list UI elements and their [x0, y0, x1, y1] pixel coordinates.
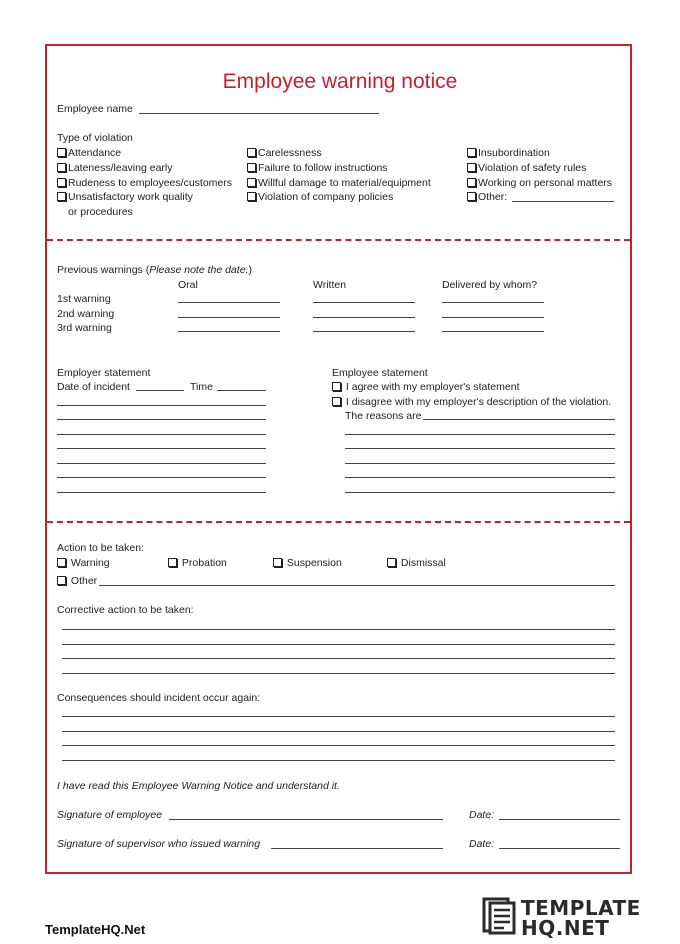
reasons-line[interactable] — [345, 477, 615, 478]
checkbox-icon[interactable] — [467, 178, 476, 187]
written-1-field[interactable] — [313, 302, 415, 303]
checkbox-icon[interactable] — [57, 148, 66, 157]
employee-signature-label: Signature of employee — [57, 809, 163, 821]
checkbox-safety-rules[interactable]: Violation of safety rules — [467, 162, 586, 175]
reasons-line[interactable] — [345, 463, 615, 464]
warning-row-label: 2nd warning — [57, 308, 115, 320]
checkbox-policy-violation[interactable]: Violation of company policies — [247, 191, 393, 204]
checkbox-willful-damage[interactable]: Willful damage to material/equipment — [247, 177, 431, 190]
checkbox-failure-instructions[interactable]: Failure to follow instructions — [247, 162, 388, 175]
consequences-line[interactable] — [62, 760, 615, 761]
checkbox-dismissal[interactable]: Dismissal — [387, 557, 446, 570]
violation-label: Type of violation — [57, 132, 133, 144]
checkbox-icon[interactable] — [168, 558, 177, 567]
reasons-line[interactable] — [345, 492, 615, 493]
checkbox-icon[interactable] — [57, 178, 66, 187]
checkbox-icon[interactable] — [57, 163, 66, 172]
checkbox-attendance[interactable]: Attendance — [57, 147, 121, 160]
corrective-action-label: Corrective action to be taken: — [57, 604, 194, 616]
checkbox-personal-matters[interactable]: Working on personal matters — [467, 177, 612, 190]
section-divider — [47, 239, 630, 241]
supervisor-date-label: Date: — [469, 838, 495, 850]
checkbox-icon[interactable] — [387, 558, 396, 567]
delivered-1-field[interactable] — [442, 302, 544, 303]
consequences-line[interactable] — [62, 745, 615, 746]
checkbox-icon[interactable] — [247, 178, 256, 187]
previous-warnings-label: Previous warnings (Please note the date.) — [57, 264, 252, 276]
oral-3-field[interactable] — [178, 331, 280, 332]
date-of-incident-label: Date of incident — [57, 381, 130, 393]
corrective-action-line[interactable] — [62, 658, 615, 659]
checkbox-suspension[interactable]: Suspension — [273, 557, 342, 570]
other-violation-field[interactable] — [512, 201, 614, 202]
employer-statement-line[interactable] — [57, 477, 266, 478]
time-field[interactable] — [217, 390, 266, 391]
checkbox-carelessness[interactable]: Carelessness — [247, 147, 322, 160]
action-label: Action to be taken: — [57, 542, 144, 554]
checkbox-probation[interactable]: Probation — [168, 557, 227, 570]
warning-row-label: 1st warning — [57, 293, 111, 305]
supervisor-date-field[interactable] — [499, 848, 620, 849]
checkbox-insubordination[interactable]: Insubordination — [467, 147, 550, 160]
checkbox-icon[interactable] — [332, 382, 341, 391]
acknowledgement-text: I have read this Employee Warning Notice and understand it. — [57, 780, 340, 792]
employer-statement-line[interactable] — [57, 405, 266, 406]
reasons-label: The reasons are — [345, 410, 422, 422]
corrective-action-line[interactable] — [62, 673, 615, 674]
employee-date-field[interactable] — [499, 819, 620, 820]
consequences-line[interactable] — [62, 731, 615, 732]
checkbox-icon[interactable] — [467, 163, 476, 172]
checkbox-icon[interactable] — [247, 192, 256, 201]
employee-signature-field[interactable] — [169, 819, 443, 820]
checkbox-icon[interactable] — [332, 397, 341, 406]
checkbox-icon[interactable] — [57, 558, 66, 567]
action-other-field[interactable] — [99, 585, 615, 586]
col-written: Written — [313, 279, 347, 291]
employer-statement-line[interactable] — [57, 448, 266, 449]
employee-statement-label: Employee statement — [332, 367, 428, 379]
employee-date-label: Date: — [469, 809, 495, 821]
logo-line2: HQ.NET — [521, 916, 610, 940]
checkbox-rudeness[interactable]: Rudeness to employees/customers — [57, 177, 232, 190]
checkbox-icon[interactable] — [273, 558, 282, 567]
checkbox-icon[interactable] — [57, 192, 66, 201]
checkbox-disagree[interactable]: I disagree with my employer's description of the violation. — [332, 396, 611, 409]
checkbox-other[interactable]: Other: — [467, 191, 507, 204]
written-2-field[interactable] — [313, 317, 415, 318]
employer-statement-line[interactable] — [57, 492, 266, 493]
warning-row-label: 3rd warning — [57, 322, 112, 334]
employer-statement-line[interactable] — [57, 419, 266, 420]
checkbox-icon[interactable] — [57, 576, 66, 585]
checkbox-label-continued: or procedures — [68, 206, 133, 218]
employer-statement-label: Employer statement — [57, 367, 151, 379]
checkbox-icon[interactable] — [467, 192, 476, 201]
col-oral: Oral — [178, 279, 198, 291]
logo-line1: TEMPLATE — [521, 896, 641, 920]
checkbox-icon[interactable] — [247, 148, 256, 157]
supervisor-signature-field[interactable] — [271, 848, 443, 849]
form-title: Employee warning notice — [222, 70, 458, 93]
supervisor-signature-label: Signature of supervisor who issued warning — [57, 838, 261, 850]
date-of-incident-field[interactable] — [136, 390, 184, 391]
delivered-3-field[interactable] — [442, 331, 544, 332]
employer-statement-line[interactable] — [57, 463, 266, 464]
document-logo-icon — [482, 897, 518, 935]
oral-1-field[interactable] — [178, 302, 280, 303]
consequences-label: Consequences should incident occur again: — [57, 692, 261, 704]
written-3-field[interactable] — [313, 331, 415, 332]
reasons-line[interactable] — [423, 419, 615, 420]
checkbox-action-other[interactable]: Other — [57, 575, 97, 588]
footer-site-text: TemplateHQ.Net — [45, 922, 146, 937]
time-label: Time — [190, 381, 213, 393]
consequences-line[interactable] — [62, 716, 615, 717]
checkbox-icon[interactable] — [467, 148, 476, 157]
checkbox-icon[interactable] — [247, 163, 256, 172]
delivered-2-field[interactable] — [442, 317, 544, 318]
col-delivered-by: Delivered by whom? — [442, 279, 538, 291]
employee-name-field[interactable] — [139, 113, 379, 114]
checkbox-lateness[interactable]: Lateness/leaving early — [57, 162, 172, 175]
checkbox-warning[interactable]: Warning — [57, 557, 110, 570]
reasons-line[interactable] — [345, 448, 615, 449]
corrective-action-line[interactable] — [62, 644, 615, 645]
employer-statement-line[interactable] — [57, 434, 266, 435]
oral-2-field[interactable] — [178, 317, 280, 318]
checkbox-agree[interactable]: I agree with my employer's statement — [332, 381, 520, 394]
corrective-action-line[interactable] — [62, 629, 615, 630]
employee-name-label: Employee name — [57, 103, 133, 115]
section-divider — [47, 521, 630, 523]
reasons-line[interactable] — [345, 434, 615, 435]
checkbox-unsatisfactory-work[interactable]: Unsatisfactory work quality — [57, 191, 193, 204]
